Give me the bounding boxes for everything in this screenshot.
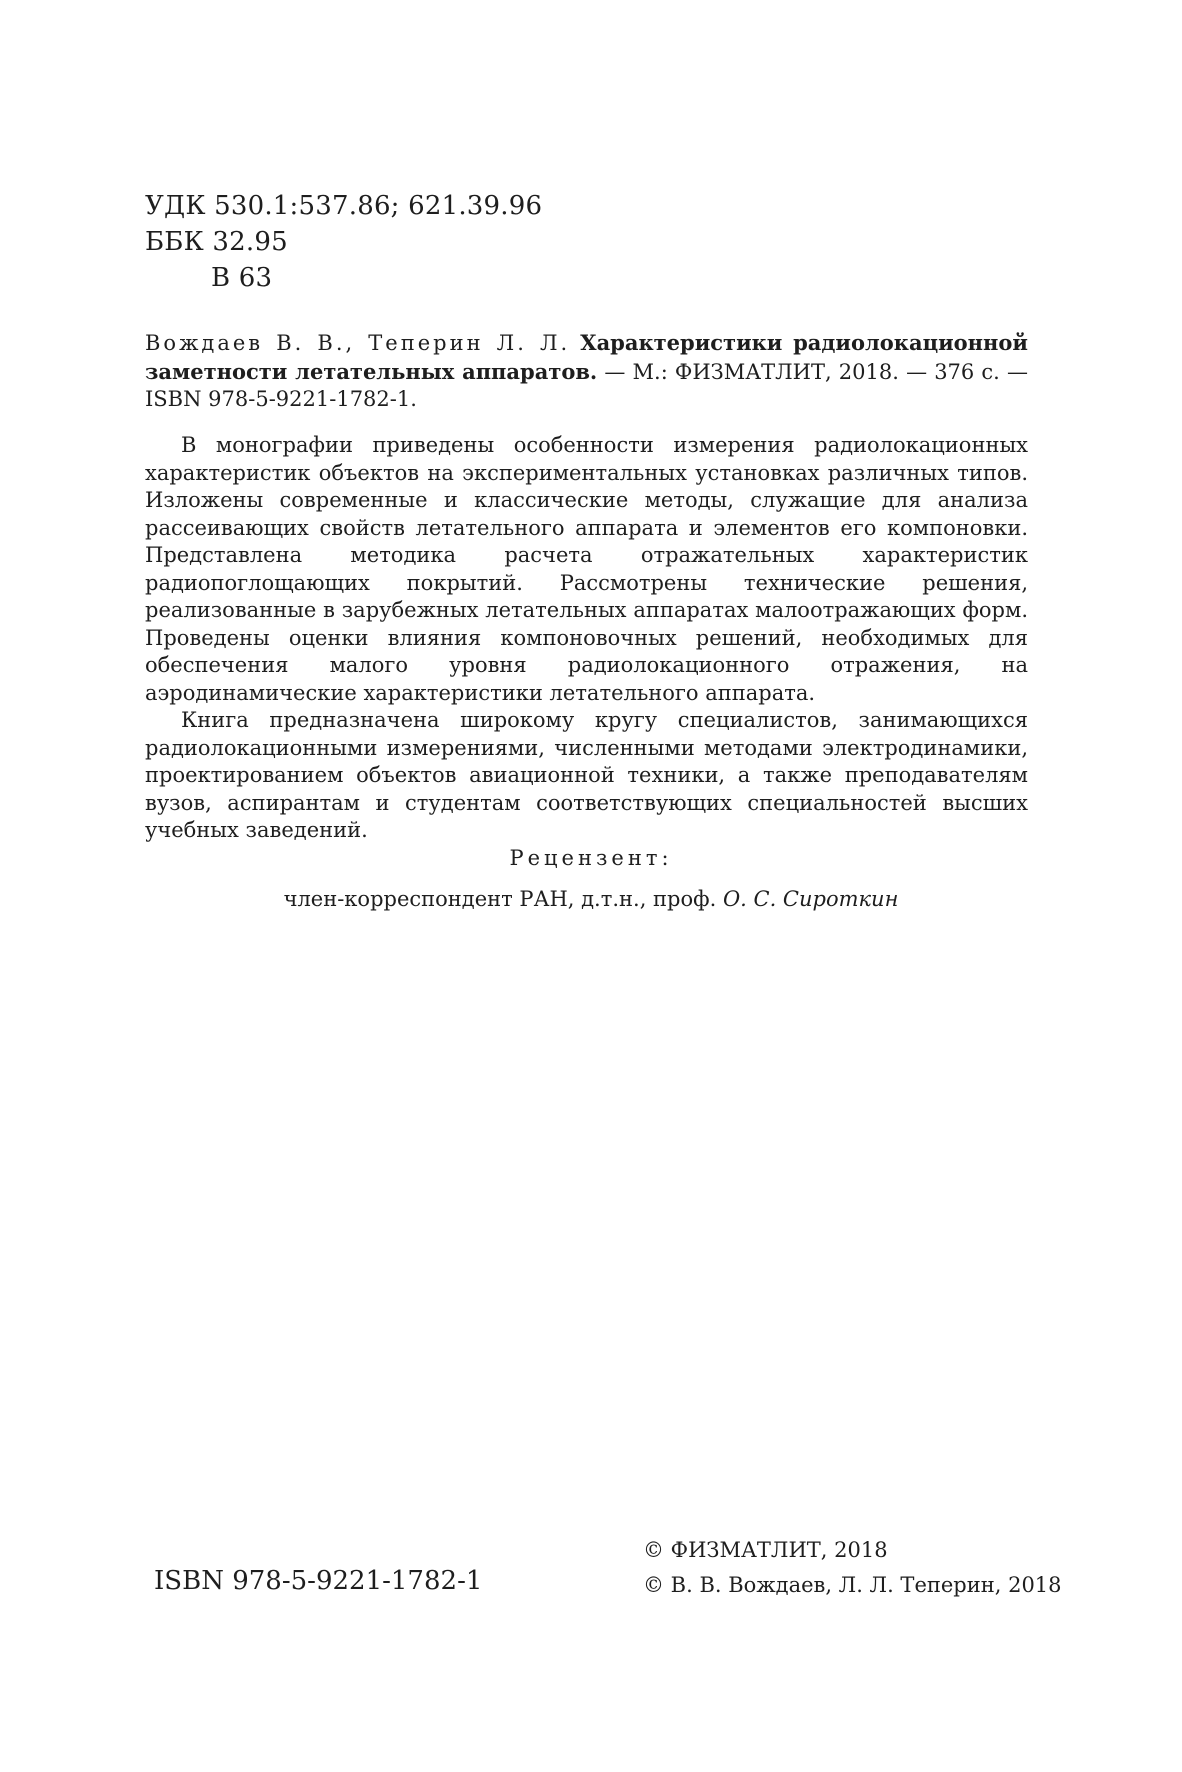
annotation [145,432,1028,845]
udc-code: УДК 530.1:537.86; 621.39.96 [145,191,543,221]
isbn: ISBN 978-5-9221-1782-1 [154,1566,483,1596]
classification-codes [145,188,542,296]
copyright-authors: © В. В. Вождаев, Л. Л. Теперин, 2018 [643,1573,1062,1597]
reviewer-line [0,887,1182,911]
authors: Вождаев В. В., Теперин Л. Л. [145,331,571,355]
annotation-paragraph: Книга предназначена широкому кругу специалистов, занимающихся радиолокационными измерениями, численными методами электродинамики, проектированием объектов авиационной техники, а также преподавателям вузов, аспирантам и студентам соответствующих специальностей высших учебных заведений. [145,708,1028,842]
annotation-paragraph: В монографии приведены особенности измерения радиолокационных характеристик объектов на экспериментальных установках различных типов. Изложены современные и классические методы, служащие для анализа рассеивающих свойств летательного аппарата и элементов его компоновки. Представлена методика расчета отражательных характеристик радиопоглощающих покрытий. Рассмотрены технические решения, реализованные в зарубежных летательных аппаратах малоотражающих форм. Проведены оценки влияния компоновочных решений, необходимых для обеспечения малого уровня радиолокационного отражения, на аэродинамические характеристики летательного аппарата. [145,433,1028,705]
bibliographic-record [145,329,1028,414]
bbk-code: ББК 32.95 [145,227,288,257]
author-mark: В 63 [211,263,273,293]
reviewer-heading: Рецензент: [509,846,673,870]
reviewer-name: О. С. Сироткин [722,887,899,911]
reviewer-position: член-корреспондент РАН, д.т.н., проф. [283,887,717,911]
copyright-publisher: © ФИЗМАТЛИТ, 2018 [643,1538,888,1562]
imprint-details: — М.: ФИЗМАТЛИТ, 2018. — 376 с. — ISBN 978-5-9221-1782-1. [145,359,1028,411]
book-title: Характеристики радиолокационной заметности летательных аппаратов. [145,330,1028,384]
